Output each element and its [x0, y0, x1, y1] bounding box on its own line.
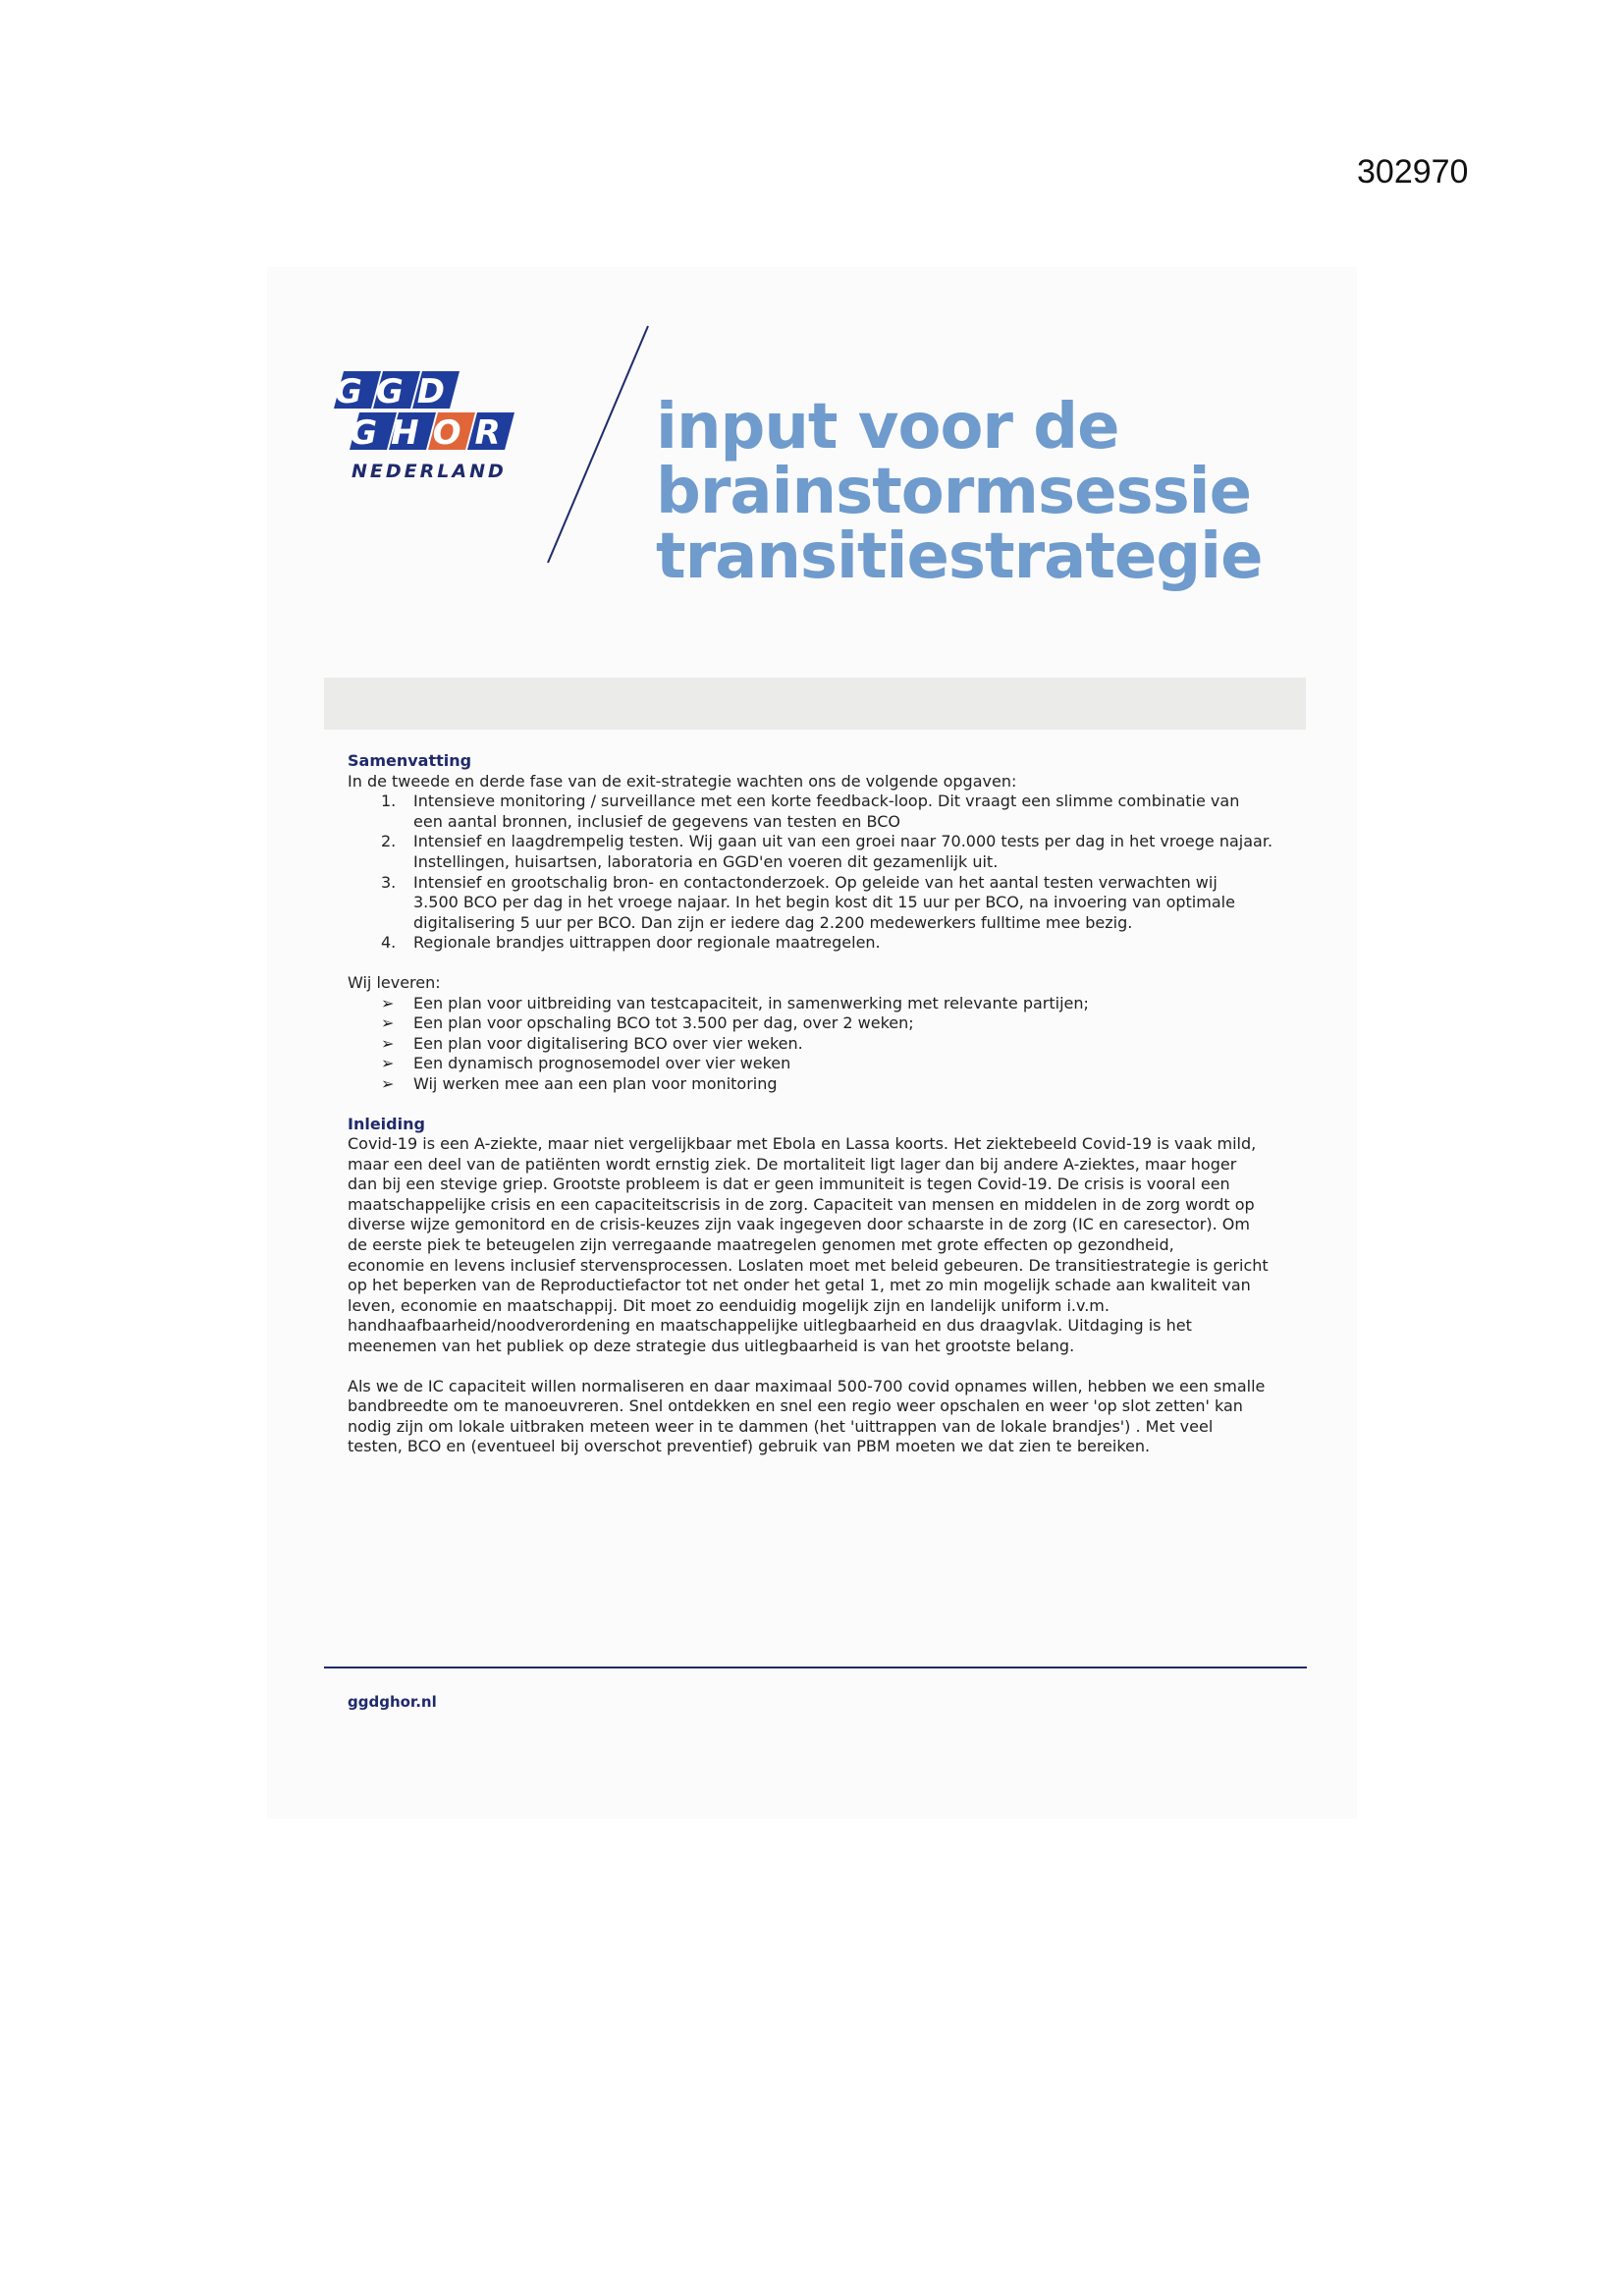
- paragraph-line: maatschappelijke crisis en een capaciteitscrisis in de zorg. Capaciteit van mensen en middelen in de zorg wordt op: [348, 1194, 1255, 1214]
- logo-ggd-text: GGD: [334, 372, 460, 411]
- list-item-line: 3.500 BCO per dag in het vroege najaar. In het begin kost dit 15 uur per BCO, na invoering van optimale: [413, 893, 1235, 912]
- list-item-line: Intensieve monitoring / surveillance met een korte feedback-loop. Dit vraagt een slimme combinatie van: [413, 792, 1240, 811]
- title-line: transitiestrategie: [656, 520, 1263, 593]
- list-item-line: Intensief en grootschalig bron- en contactonderzoek. Op geleide van het aantal testen verwachten wij: [413, 872, 1218, 892]
- header-band: [324, 678, 1306, 730]
- paragraph-line: economie en levens inclusief stervensprocessen. Loslaten moet met beleid gebeuren. De transitiestrategie is gericht: [348, 1255, 1269, 1275]
- footer-divider: [324, 1667, 1307, 1668]
- list-item: [348, 1054, 1280, 1074]
- introduction-paragraph: [348, 1134, 1280, 1357]
- paragraph-line: handhaafbaarheid/noodverordening en maatschappelijke uitlegbaarheid en dus draagvlak. Uitdaging is het: [348, 1316, 1192, 1336]
- list-number: 2.: [381, 832, 397, 851]
- list-item-line: digitalisering 5 uur per BCO. Dan zijn er iedere dag 2.200 medewerkers fulltime mee bezig.: [413, 912, 1133, 932]
- list-item-text: Een plan voor digitalisering BCO over vier weken.: [413, 1033, 803, 1053]
- list-item: [348, 994, 1280, 1014]
- summary-heading: Samenvatting: [348, 751, 472, 770]
- bullet-arrow-icon: ➢: [381, 1073, 395, 1093]
- list-item-text: Een plan voor opschaling BCO tot 3.500 per dag, over 2 weken;: [413, 1013, 914, 1033]
- logo-ggd-tiles: [334, 371, 460, 411]
- logo-nederland-text: NEDERLAND: [352, 461, 507, 482]
- deliver-bullet-list: [348, 994, 1280, 1095]
- bullet-arrow-icon: ➢: [381, 1054, 395, 1073]
- paragraph-line: Covid-19 is een A-ziekte, maar niet vergelijkbaar met Ebola en Lassa koorts. Het ziektebeeld Covid-19 is vaak mild,: [348, 1134, 1257, 1154]
- paragraph-line: Als we de IC capaciteit willen normaliseren en daar maximaal 500-700 covid opnames willen, hebben we een smalle: [348, 1376, 1266, 1395]
- list-item: [348, 1013, 1280, 1034]
- paragraph-line: diverse wijze gemonitord en de crisis-keuzes zijn vaak ingegeven door schaarste in de zorg (IC en caresector). Om: [348, 1215, 1250, 1234]
- summary-intro: In de tweede en derde fase van de exit-strategie wachten ons de volgende opgaven:: [348, 771, 1017, 791]
- paragraph-line: meenemen van het publiek op deze strategie dus uitlegbaarheid is van het grootste belang.: [348, 1337, 1075, 1356]
- list-item-line: een aantal bronnen, inclusief de gegevens van testen en BCO: [413, 811, 900, 831]
- bullet-arrow-icon: ➢: [381, 1033, 395, 1053]
- paragraph-line: dan bij een stevige griep. Grootste probleem is dat er geen immuniteit is tegen Covid-19. De crisis is vooral een: [348, 1175, 1230, 1194]
- document-title: [656, 391, 1324, 593]
- list-number: 3.: [381, 872, 397, 892]
- list-item: [348, 933, 1280, 954]
- paragraph-line: de eerste piek te beteugelen zijn verregaande maatregelen genomen met grote effecten op gezondheid,: [348, 1235, 1174, 1255]
- footer-website-link[interactable]: ggdghor.nl: [348, 1693, 437, 1711]
- list-number: 1.: [381, 792, 397, 811]
- list-item-text: Een dynamisch prognosemodel over vier weken: [413, 1054, 791, 1073]
- document-body: [348, 751, 1280, 1457]
- logo-ghor-text: GHOR: [350, 413, 514, 453]
- paragraph-line: bandbreedte om te manoeuvreren. Snel ontdekken en snel een regio weer opschalen en weer 'op slot zetten' kan: [348, 1396, 1243, 1416]
- document-number: 302970: [1357, 153, 1469, 191]
- list-item-line: Intensief en laagdrempelig testen. Wij gaan uit van een groei naar 70.000 tests per dag in het vroege najaar.: [413, 832, 1273, 851]
- list-item-text: Wij werken mee aan een plan voor monitoring: [413, 1073, 778, 1093]
- title-line: input voor de: [656, 391, 1119, 464]
- paragraph-line: testen, BCO en (eventueel bij overschot preventief) gebruik van PBM moeten we dat zien te bereiken.: [348, 1437, 1151, 1456]
- paragraph-line: op het beperken van de Reproductiefactor tot net onder het getal 1, met zo min mogelijk schade aan kwaliteit van: [348, 1276, 1251, 1295]
- ic-capacity-paragraph: [348, 1377, 1280, 1457]
- paragraph-line: leven, economie en maatschappij. Dit moet zo eenduidig mogelijk zijn en landelijk uniform i.v.m.: [348, 1295, 1110, 1315]
- list-item: [348, 792, 1280, 832]
- bullet-arrow-icon: ➢: [381, 993, 395, 1012]
- list-item: [348, 1034, 1280, 1055]
- paragraph-line: nodig zijn om lokale uitbraken meteen weer in te dammen (het 'uittrappen van de lokale brandjes') . Met veel: [348, 1416, 1214, 1436]
- summary-task-list: [348, 792, 1280, 954]
- deliver-intro: Wij leveren:: [348, 972, 441, 992]
- paragraph-line: maar een deel van de patiënten wordt ernstig ziek. De mortaliteit ligt lager dan bij andere A-ziektes, maar hoger: [348, 1154, 1237, 1174]
- list-item: [348, 873, 1280, 934]
- list-item-line: Instellingen, huisartsen, laboratoria en GGD'en voeren dit gezamenlijk uit.: [413, 851, 999, 871]
- decorative-slash-line: [540, 324, 658, 565]
- ggd-ghor-logo: [332, 371, 528, 489]
- list-item-line: Regionale brandjes uittrappen door regionale maatregelen.: [413, 933, 881, 953]
- introduction-heading: Inleiding: [348, 1114, 425, 1133]
- logo-ghor-tiles: [350, 412, 514, 453]
- title-line: brainstormsessie: [656, 456, 1251, 528]
- list-item: [348, 1074, 1280, 1095]
- list-item-text: Een plan voor uitbreiding van testcapaciteit, in samenwerking met relevante partijen;: [413, 993, 1089, 1012]
- bullet-arrow-icon: ➢: [381, 1013, 395, 1033]
- list-item: [348, 832, 1280, 872]
- list-number: 4.: [381, 933, 397, 953]
